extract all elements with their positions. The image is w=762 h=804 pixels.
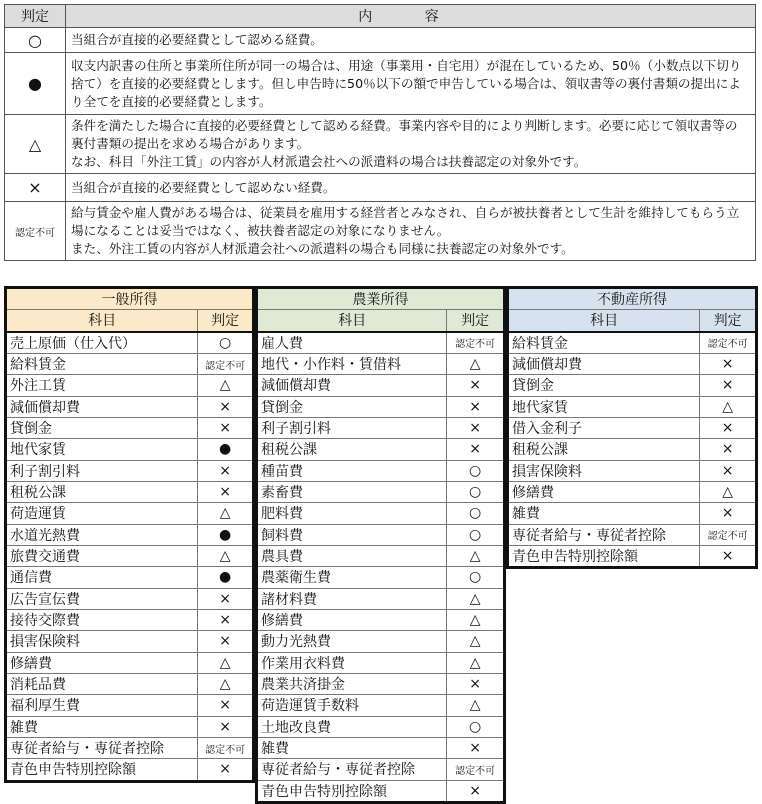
table-row — [508, 503, 757, 524]
table-row — [6, 460, 254, 481]
table-row — [6, 332, 254, 354]
account-item: 給料賃金 — [6, 353, 198, 374]
legend-desc: 当組合が直接的必要経費として認めない経費。 — [66, 174, 756, 202]
column-header-mark: 判定 — [447, 310, 505, 332]
account-item: 借入金利子 — [508, 417, 700, 438]
table-row — [508, 417, 757, 438]
table-row — [6, 545, 254, 566]
account-item: 種苗費 — [257, 460, 447, 481]
judgement-mark: 認定不可 — [700, 524, 757, 545]
account-item: 租税公課 — [257, 439, 447, 460]
legend-row-approved — [5, 28, 756, 53]
category-title: 不動産所得 — [508, 288, 757, 310]
judgement-mark: ○ — [447, 503, 505, 524]
account-item: 専従者給与・専従者控除 — [257, 759, 447, 780]
category-title-row — [6, 288, 254, 310]
legend-mark-triangle: △ — [5, 115, 66, 174]
table-row — [257, 737, 505, 758]
judgement-mark: △ — [447, 631, 505, 652]
account-item: 専従者給与・専従者控除 — [6, 737, 198, 758]
account-item: 利子割引料 — [6, 460, 198, 481]
table-row — [6, 737, 254, 758]
legend-row-half — [5, 53, 756, 115]
table-row — [257, 503, 505, 524]
account-item: 青色申告特別控除額 — [508, 545, 700, 567]
judgement-mark: ○ — [447, 524, 505, 545]
judgement-mark: × — [447, 439, 505, 460]
account-item: 租税公課 — [6, 481, 198, 502]
table-row — [6, 716, 254, 737]
account-item: 作業用衣料費 — [257, 652, 447, 673]
judgement-mark: × — [198, 609, 254, 630]
table-row — [6, 481, 254, 502]
account-item: 地代家賃 — [6, 439, 198, 460]
account-item: 諸材料費 — [257, 588, 447, 609]
judgement-mark: × — [700, 417, 757, 438]
legend-header-content: 内 容 — [66, 5, 756, 28]
account-item: 雑費 — [6, 716, 198, 737]
account-item: 修繕費 — [6, 652, 198, 673]
judgement-mark: △ — [198, 375, 254, 396]
judgement-mark: × — [447, 673, 505, 694]
account-item: 貸倒金 — [257, 396, 447, 417]
judgement-mark: × — [447, 396, 505, 417]
table-row — [6, 631, 254, 652]
judgement-mark: △ — [447, 652, 505, 673]
judgement-mark: 認定不可 — [198, 737, 254, 758]
table-row — [508, 524, 757, 545]
judgement-mark: △ — [700, 481, 757, 502]
judgement-mark: × — [198, 481, 254, 502]
judgement-mark: × — [469, 782, 482, 799]
table-row — [508, 353, 757, 374]
account-item: 荷造運賃 — [6, 503, 198, 524]
table-row — [6, 375, 254, 396]
table-row — [508, 396, 757, 417]
account-item: 水道光熱費 — [6, 524, 198, 545]
judgement-mark: × — [700, 503, 757, 524]
legend-header-row — [5, 5, 756, 28]
agriculture-income-table — [255, 286, 506, 804]
table-row — [6, 588, 254, 609]
table-row — [257, 673, 505, 694]
legend-desc: 給与賃金や雇人費がある場合は、従業員を雇用する経営者とみなされ、自らが被扶養者として生計を維持してもらう立場になることは妥当ではなく、被扶養者認定の対象になりません。 また、外注工賃の内容が人材派遣会社への派遣料の場合も同様に扶養認定の対象外です。 — [66, 202, 756, 261]
account-item: 損害保険料 — [6, 631, 198, 652]
account-item: 減価償却費 — [508, 353, 700, 374]
account-item: 旅費交通費 — [6, 545, 198, 566]
judgement-mark: 認定不可 — [447, 332, 505, 354]
table-row — [257, 375, 505, 396]
table-row — [257, 759, 505, 780]
table-row — [257, 396, 505, 417]
account-item: 雇人費 — [257, 332, 447, 354]
account-item: 接待交際費 — [6, 609, 198, 630]
account-item: 広告宣伝費 — [6, 588, 198, 609]
general-income-table — [4, 286, 255, 783]
judgement-mark: △ — [447, 695, 505, 716]
judgement-mark: △ — [447, 588, 505, 609]
category-title-row — [508, 288, 757, 310]
table-row — [257, 695, 505, 716]
judgement-mark: △ — [447, 353, 505, 374]
legend-row-denied — [5, 174, 756, 202]
table-row — [257, 417, 505, 438]
judgement-mark: ○ — [447, 460, 505, 481]
account-item: 素畜費 — [257, 481, 447, 502]
judgement-mark: × — [721, 548, 734, 565]
judgement-mark: × — [198, 631, 254, 652]
account-item: 貸倒金 — [508, 375, 700, 396]
legend-mark-circle: ○ — [5, 28, 66, 53]
category-title-row — [257, 288, 505, 310]
table-row — [257, 524, 505, 545]
account-item: 青色申告特別控除額 — [6, 759, 198, 781]
legend-mark-cross: × — [5, 174, 66, 202]
table-row — [257, 652, 505, 673]
table-row — [257, 631, 505, 652]
account-item: 雑費 — [257, 737, 447, 758]
judgement-mark: × — [700, 375, 757, 396]
account-item: 福利厚生費 — [6, 695, 198, 716]
account-item: 農薬衛生費 — [257, 567, 447, 588]
judgement-mark: × — [700, 460, 757, 481]
legend-desc: 当組合が直接的必要経費として認める経費。 — [66, 28, 756, 53]
account-item: 地代家賃 — [508, 396, 700, 417]
table-row — [257, 780, 505, 802]
table-row — [508, 481, 757, 502]
table-row — [508, 460, 757, 481]
column-header-item: 科目 — [257, 310, 447, 332]
real-estate-income-table — [506, 286, 758, 569]
account-item: 通信費 — [6, 567, 198, 588]
judgement-mark: ● — [198, 567, 254, 588]
table-row — [6, 609, 254, 630]
judgement-mark: ● — [198, 524, 254, 545]
judgement-mark: × — [198, 417, 254, 438]
table-row — [508, 545, 757, 567]
table-row — [6, 524, 254, 545]
judgement-mark: × — [219, 761, 232, 778]
judgement-mark: × — [700, 353, 757, 374]
judgement-mark: ○ — [447, 716, 505, 737]
judgement-mark: 認定不可 — [447, 759, 505, 780]
judgement-mark: × — [447, 417, 505, 438]
judgement-mark: ○ — [447, 567, 505, 588]
category-title: 一般所得 — [6, 288, 254, 310]
account-item: 肥料費 — [257, 503, 447, 524]
account-item: 専従者給与・専従者控除 — [508, 524, 700, 545]
table-row — [6, 396, 254, 417]
table-row — [257, 567, 505, 588]
column-header-mark: 判定 — [700, 310, 757, 332]
account-item: 損害保険料 — [508, 460, 700, 481]
category-column-header-row — [6, 310, 254, 332]
table-row — [257, 332, 505, 354]
table-row — [257, 353, 505, 374]
account-item: 地代・小作料・賃借料 — [257, 353, 447, 374]
account-item: 荷造運賃手数料 — [257, 695, 447, 716]
table-row — [6, 439, 254, 460]
table-row — [6, 503, 254, 524]
table-row — [6, 567, 254, 588]
account-item: 租税公課 — [508, 439, 700, 460]
account-item: 農具費 — [257, 545, 447, 566]
account-item: 給料賃金 — [508, 332, 700, 354]
legend-desc: 収支内訳書の住所と事業所住所が同一の場合は、用途（事業用・自宅用）が混在しているため、50％（小数点以下切り捨て）を直接的必要経費とします。但し申告時に50％以下の額で申告している場合は、領収書等の裏付書類の提出により全てを直接的必要経費とします。 — [66, 53, 756, 115]
judgement-mark: ○ — [447, 481, 505, 502]
category-column-header-row — [508, 310, 757, 332]
account-item: 農業共済掛金 — [257, 673, 447, 694]
table-row — [257, 460, 505, 481]
category-title: 農業所得 — [257, 288, 505, 310]
legend-row-conditional — [5, 115, 756, 174]
judgement-mark: × — [198, 460, 254, 481]
table-row — [257, 439, 505, 460]
legend-table — [4, 4, 756, 261]
table-row — [6, 353, 254, 374]
account-item: 利子割引料 — [257, 417, 447, 438]
judgement-mark: ● — [198, 439, 254, 460]
account-item: 修繕費 — [508, 481, 700, 502]
judgement-mark: △ — [447, 545, 505, 566]
judgement-mark: × — [447, 737, 505, 758]
category-column-header-row — [257, 310, 505, 332]
judgement-mark: △ — [447, 609, 505, 630]
judgement-mark: 認定不可 — [198, 353, 254, 374]
judgement-mark: ○ — [198, 332, 254, 354]
table-row — [6, 652, 254, 673]
table-row — [257, 716, 505, 737]
account-item: 貸倒金 — [6, 417, 198, 438]
table-row — [508, 332, 757, 354]
account-item: 消耗品費 — [6, 673, 198, 694]
judgement-mark: × — [447, 375, 505, 396]
table-row — [6, 695, 254, 716]
account-item: 土地改良費 — [257, 716, 447, 737]
table-row — [6, 417, 254, 438]
legend-desc: 条件を満たした場合に直接的必要経費として認める経費。事業内容や目的により判断します。必要に応じて領収書等の裏付書類の提出を求める場合があります。 なお、科目「外注工賃」の内容が人材派遣会社への派遣料の場合は扶養認定の対象外です。 — [66, 115, 756, 174]
account-item: 売上原価（仕入代） — [6, 332, 198, 354]
legend-row-not-eligible — [5, 202, 756, 261]
account-item: 修繕費 — [257, 609, 447, 630]
judgement-mark: 認定不可 — [700, 332, 757, 354]
table-row — [6, 673, 254, 694]
column-header-item: 科目 — [508, 310, 700, 332]
judgement-mark: △ — [700, 396, 757, 417]
table-row — [508, 439, 757, 460]
legend-mark-not-eligible: 認定不可 — [5, 202, 66, 261]
table-row — [257, 609, 505, 630]
table-row — [6, 759, 254, 781]
table-row — [257, 588, 505, 609]
table-row — [508, 375, 757, 396]
account-item: 減価償却費 — [6, 396, 198, 417]
judgement-mark: × — [198, 716, 254, 737]
judgement-mark: △ — [198, 503, 254, 524]
table-row — [257, 545, 505, 566]
judgement-mark: × — [198, 396, 254, 417]
table-row — [257, 481, 505, 502]
judgement-mark: △ — [198, 652, 254, 673]
account-item: 雑費 — [508, 503, 700, 524]
account-item: 外注工賃 — [6, 375, 198, 396]
legend-mark-filled-circle: ● — [5, 53, 66, 115]
account-item: 飼料費 — [257, 524, 447, 545]
account-item: 動力光熱費 — [257, 631, 447, 652]
judgement-mark: × — [198, 695, 254, 716]
account-item: 青色申告特別控除額 — [257, 780, 447, 802]
judgement-mark: △ — [198, 673, 254, 694]
column-header-item: 科目 — [6, 310, 198, 332]
account-item: 減価償却費 — [257, 375, 447, 396]
legend-header-mark: 判定 — [5, 5, 66, 28]
judgement-mark: × — [198, 588, 254, 609]
column-header-mark: 判定 — [198, 310, 254, 332]
judgement-mark: △ — [198, 545, 254, 566]
judgement-mark: × — [700, 439, 757, 460]
